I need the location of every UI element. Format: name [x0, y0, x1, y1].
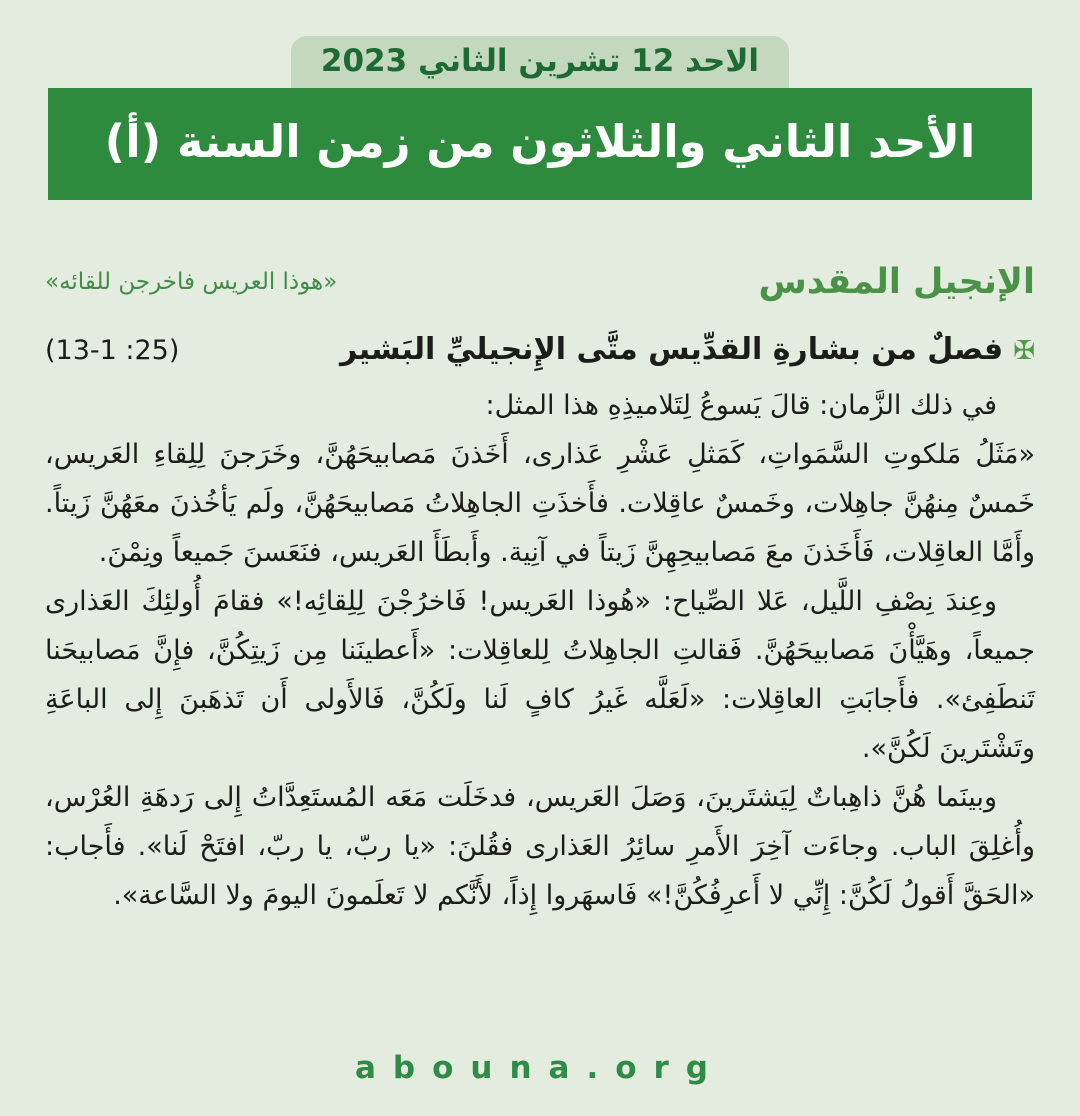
page-title: الأحد الثاني والثلاثون من زمن السنة (أ) — [48, 88, 1032, 200]
section-header-row — [45, 262, 1035, 302]
scripture-reference: (13-1 :25) — [45, 334, 180, 366]
section-quote: «هوذا العريس فاخرجن للقائه» — [45, 268, 338, 295]
reading-title-text: فصلٌ من بشارةِ القدِّيس متَّى الإِنجيليِّ البَشير — [340, 331, 1004, 367]
gospel-paragraph: وبينَما هُنَّ ذاهِباتٌ لِيَشتَرينَ، وَصَلَ العَريس، فدخَلَت مَعَه المُستَعِدَّاتُ إِلى رَدهَةِ العُرْس، وأُغلِقَ الباب. وجاءَت آخِرَ الأَمرِ سائِرُ العَذارى فقُلنَ: «يا ربّ، يا ربّ، افتَحْ لَنا». فأَجاب: «الحَقَّ أَقولُ لَكُنَّ: إِنِّي لا أَعرِفُكُنَّ!» فَاسهَروا إِذاً، لأَنَّكم لا تَعلَمونَ اليومَ ولا السَّاعة». — [45, 781, 1035, 911]
cross-icon: ✠ — [1013, 335, 1035, 366]
reading-title — [340, 332, 1035, 367]
gospel-paragraph: «مَثَلُ مَلكوتِ السَّمَواتِ، كَمَثلِ عَشْرِ عَذارى، أَخَذنَ مَصابيحَهُنَّ، وخَرَجنَ لِلِقاءِ العَريس، خَمسٌ مِنهُنَّ جاهِلات، وخَمسٌ عاقِلات. فأَخذَتِ الجاهِلاتُ مَصابيحَهُنَّ، ولَم يَأخُذنَ معَهُنَّ زَيتاً. وأَمَّا العاقِلات، فَأَخَذنَ معَ مَصابيحِهِنَّ زَيتاً في آنِية. وأَبطَأَ العَريس، فنَعَسنَ جَميعاً ونِمْنَ. — [45, 438, 1035, 568]
site-logo: abouna.org — [354, 1050, 726, 1086]
date-banner: الاحد 12 تشرين الثاني 2023 — [291, 36, 789, 88]
section-heading: الإنجيل المقدس — [758, 261, 1035, 302]
gospel-paragraph: وعِندَ نِصْفِ اللَّيل، عَلا الصِّياح: «هُوذا العَريس! فَاخرُجْنَ لِلِقائِه!» فقامَ أُولئِكَ العَذارى جميعاً، وهَيَّأْنَ مَصابيحَهُنَّ. فَقالتِ الجاهِلاتُ لِلعاقِلات: «أَعطينَنا مِن زَيتِكُنَّ، فإِنَّ مَصابيحَنا تَنطَفِئ». فأَجابَتِ العاقِلات: «لَعَلَّه غَيرُ كافٍ لَنا ولَكُنَّ، فَالأَولى أَن تَذهَبنَ إِلى الباعَةِ وتَشْتَرينَ لَكُنَّ». — [45, 585, 1035, 764]
gospel-paragraph: في ذلك الزَّمان: قالَ يَسوعُ لِتَلاميذِهِ هذا المثل: — [485, 389, 997, 421]
reading-title-row — [45, 332, 1035, 367]
content — [0, 262, 1080, 920]
gospel-text — [45, 381, 1035, 920]
page — [0, 36, 1080, 1116]
